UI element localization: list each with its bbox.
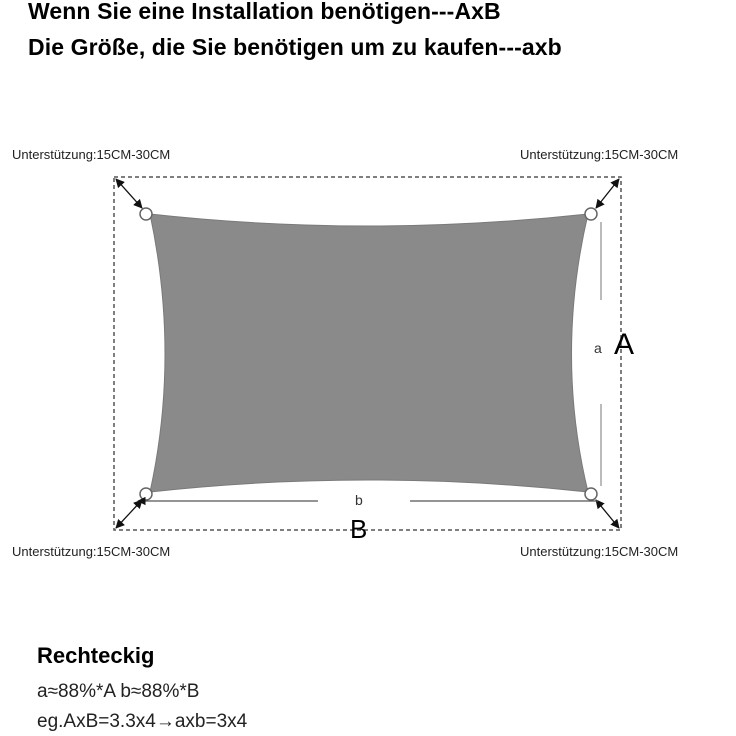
ring-icon-top-left xyxy=(140,208,152,220)
dimension-B-label: B xyxy=(350,514,368,544)
header-line-1: Wenn Sie eine Installation benötigen---AxB xyxy=(28,0,501,24)
formula-example: eg.AxB=3.3x4→axb=3x4 xyxy=(37,711,248,732)
arrow-icon-bottom-left xyxy=(116,500,142,528)
dimension-a-label: a xyxy=(594,340,602,356)
support-label-top-right: Unterstützung:15CM-30CM xyxy=(520,147,679,162)
arrow-icon-bottom-right xyxy=(596,500,619,528)
support-label-top-left: Unterstützung:15CM-30CM xyxy=(12,147,171,162)
arrow-icon-top-left xyxy=(116,179,142,208)
arrow-icon-top-right xyxy=(596,179,619,208)
support-label-bottom-right: Unterstützung:15CM-30CM xyxy=(520,544,679,559)
ring-icon-top-right xyxy=(585,208,597,220)
formula-ratio: a≈88%*A b≈88%*B xyxy=(37,681,200,702)
sail-shape xyxy=(150,214,588,492)
dimension-b-label: b xyxy=(355,492,363,508)
header-line-2: Die Größe, die Sie benötigen um zu kaufen---axb xyxy=(28,34,562,60)
shape-title: Rechteckig xyxy=(37,643,155,668)
support-label-bottom-left: Unterstützung:15CM-30CM xyxy=(12,544,171,559)
ring-icon-bottom-right xyxy=(585,488,597,500)
ring-icon-bottom-left xyxy=(140,488,152,500)
dimension-A-label: A xyxy=(614,328,635,361)
